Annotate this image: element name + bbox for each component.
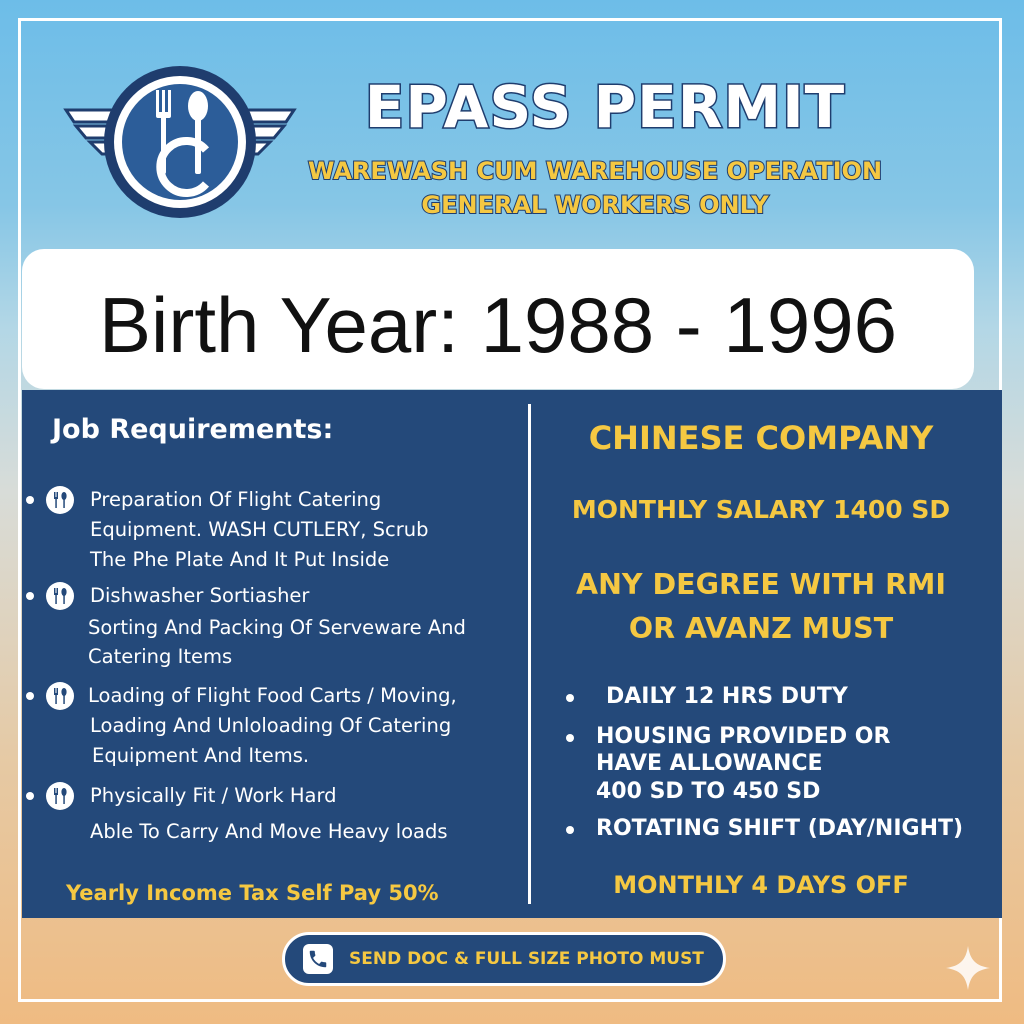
send-documents-button[interactable]	[282, 932, 726, 986]
bullet-dot	[566, 734, 574, 742]
benefit-line: HAVE ALLOWANCE	[596, 751, 823, 776]
bullet-dot	[566, 694, 574, 702]
days-off: MONTHLY 4 DAYS OFF	[613, 871, 909, 899]
requirement-line: Loading of Flight Food Carts / Moving,	[88, 684, 457, 707]
benefit-item	[566, 814, 996, 844]
bullet-dot	[26, 792, 34, 800]
birth-year-banner	[22, 249, 974, 389]
benefit-line: HOUSING PROVIDED OR	[596, 724, 891, 749]
requirement-item	[26, 684, 516, 774]
subtitle-line-1: WAREWASH CUM WAREHOUSE OPERATION	[307, 157, 883, 185]
benefit-item	[566, 722, 996, 806]
job-requirements-heading: Job Requirements:	[52, 414, 334, 445]
requirement-line: Preparation Of Flight Catering	[90, 488, 382, 511]
requirement-line: Loading And Unloloading Of Catering	[90, 714, 452, 737]
subtitle-line-2: GENERAL WORKERS ONLY	[421, 191, 769, 219]
bullet-dot	[26, 692, 34, 700]
fork-spoon-icon	[46, 682, 74, 710]
fork-spoon-icon	[46, 582, 74, 610]
company-name: CHINESE COMPANY	[588, 419, 934, 457]
requirement-item	[26, 584, 516, 674]
tax-note: Yearly Income Tax Self Pay 50%	[66, 881, 439, 905]
requirement-line: The Phe Plate And It Put Inside	[90, 548, 390, 571]
fork-spoon-icon	[46, 782, 74, 810]
requirement-line: Sorting And Packing Of Serveware And	[88, 616, 466, 639]
monthly-salary: MONTHLY SALARY 1400 SD	[571, 495, 951, 524]
degree-requirement-line-1: ANY DEGREE WITH RMI	[576, 568, 946, 601]
fork-spoon-icon	[46, 486, 74, 514]
column-divider	[528, 404, 531, 904]
phone-icon	[303, 944, 333, 974]
benefit-line: DAILY 12 HRS DUTY	[606, 684, 848, 709]
benefit-line: 400 SD TO 450 SD	[596, 779, 821, 804]
send-documents-label: SEND DOC & FULL SIZE PHOTO MUST	[349, 949, 704, 969]
requirement-item	[26, 488, 516, 578]
requirement-item	[26, 784, 516, 848]
winged-cutlery-logo-icon	[60, 62, 300, 222]
degree-requirement-line-2: OR AVANZ MUST	[628, 612, 894, 645]
requirement-line: Equipment And Items.	[92, 744, 310, 767]
requirement-line: Dishwasher Sortiasher	[90, 584, 310, 607]
benefit-line: ROTATING SHIFT (DAY/NIGHT)	[596, 816, 964, 841]
birth-year-text: Birth Year: 1988 - 1996	[99, 281, 897, 369]
requirement-line: Physically Fit / Work Hard	[90, 784, 337, 807]
requirement-line: Equipment. WASH CUTLERY, Scrub	[90, 518, 429, 541]
page-title: EPASS PERMIT	[364, 73, 846, 141]
bullet-dot	[566, 826, 574, 834]
requirement-line: Catering Items	[88, 645, 233, 668]
sparkle-icon	[944, 944, 992, 992]
benefit-item	[566, 682, 996, 712]
bullet-dot	[26, 496, 34, 504]
requirement-line: Able To Carry And Move Heavy loads	[90, 820, 448, 843]
bullet-dot	[26, 592, 34, 600]
